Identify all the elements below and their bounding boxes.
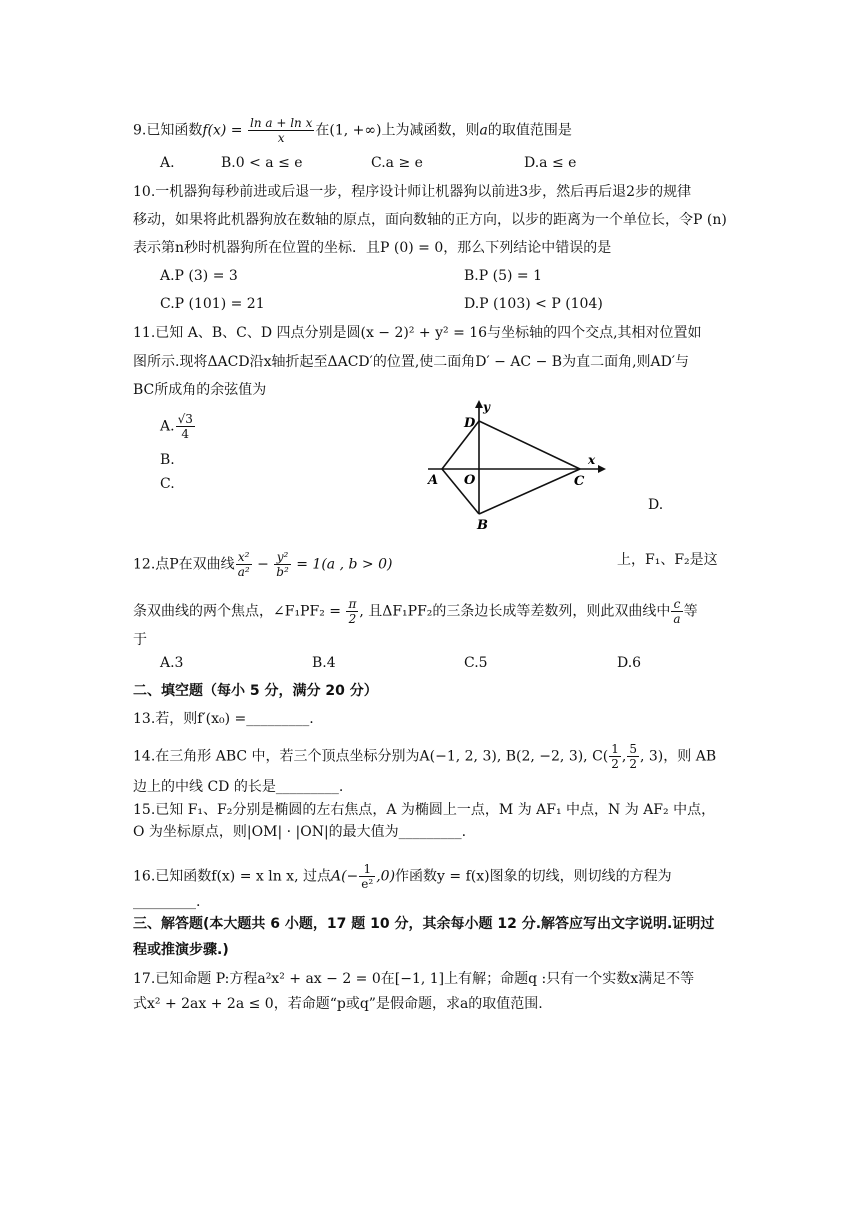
q12-cond: = 1(a , b > 0) [296,556,393,573]
q12-option-c: C.5 [464,655,488,671]
q12-frac-x [236,550,252,579]
q11-option-a-den: 4 [181,427,190,441]
q12-y2: y² [274,550,291,565]
q12-pi: π [348,597,357,611]
q16-n: 1 [359,862,375,877]
label-a: A [428,473,439,488]
q12-frac-y [274,550,291,579]
q17-line-1: 17.已知命题 P:方程a²x² + ax − 2 = 0在[−1, 1]上有解；命题q :只有一个实数x满足不等 [133,971,695,987]
q10-line-2: 移动，如果将此机器狗放在数轴的原点，面向数轴的正方向，以步的距离为一个单位长，令P (n) [133,212,727,228]
q9-a: a [479,122,488,139]
q12-c: c [671,597,682,612]
q12-x2: x² [236,550,252,565]
label-y: y [483,400,490,414]
q12-line-3: 于 [133,632,147,648]
q11-line-3: BC所成角的余弦值为 [133,382,267,398]
q12-a: a [673,612,681,626]
q12-l2-post: 等 [683,603,698,620]
q14-d1: 2 [611,757,619,771]
y-axis-arrow [475,400,483,408]
q9-stem [133,116,572,145]
segment-bc [479,469,580,514]
q10-line-3: 表示第n秒时机器狗所在位置的坐标．且P (0) = 0，那么下列结论中错误的是 [133,240,612,256]
q11-option-a-num: √3 [177,412,193,426]
q11-figure [420,396,610,536]
q13: 13.若，则f′(x₀) =_________. [133,711,314,727]
q16-line-1 [133,862,672,891]
q10-option-a: A.P (3) = 3 [160,268,238,284]
q12-line-2 [133,597,698,626]
label-o: O [464,473,476,488]
q12-l2-pre: 条双曲线的两个焦点，∠F₁PF₂ = [133,603,341,620]
q15-line-1: 15.已知 F₁、F₂分别是椭圆的左右焦点，A 为椭圆上一点，M 为 AF₁ 中点，N 为 AF₂ 中点， [133,802,716,818]
q10-line-1: 10.一机器狗每秒前进或后退一步，程序设计师让机器狗以前进3步，然后再后退2步的规律 [133,184,692,200]
q14-frac-1 [609,742,621,771]
q14-frac-2 [627,742,639,771]
q9-option-b: B.0 < a ≤ e [221,155,303,171]
x-axis-arrow [598,465,606,473]
q16-pre: 16.已知函数f(x) = x ln x, 过点 [133,868,331,885]
q12-c-over-a [671,597,682,626]
q10-option-d: D.P (103) < P (104) [464,296,603,312]
q16-frac [359,862,375,891]
q12-option-d: D.6 [617,655,642,671]
q10-option-b: B.P (5) = 1 [464,268,542,284]
q16-point-post: ,0) [376,868,396,885]
label-d: D [464,416,476,431]
q14-d2: 2 [629,757,637,771]
q12-right: 上，F₁、F₂是这 [617,552,718,568]
section-3-line-1: 三、解答题(本大题共 6 小题，17 题 10 分，其余每小题 12 分.解答应写出文字说明.证明过 [133,916,715,932]
label-c: C [574,474,585,489]
q12-stem [133,550,392,579]
q9-option-d: D.a ≤ e [524,155,577,171]
q12-option-b: B.4 [312,655,336,671]
q11-option-a-label: A. [160,418,175,435]
q9-num: ln a + ln x [250,116,313,130]
q14-pre: 14.在三角形 ABC 中，若三个顶点坐标分别为A(−1, 2, 3), B(2, −2, 3), C( [133,748,609,765]
q14-comma: , [621,748,627,765]
q14-n2: 5 [629,742,637,756]
q15-line-2: O 为坐标原点，则|OM| · |ON|的最大值为_________. [133,824,467,840]
q17-line-2: 式x² + 2ax + 2a ≤ 0，若命题“p或q”是假命题，求a的取值范围. [133,996,543,1012]
q11-line-1: 11.已知 A、B、C、D 四点分别是圆(x − 2)² + y² = 16与坐标轴的四个交点,其相对位置如 [133,325,702,341]
q9-option-a: A. [160,155,175,171]
q11-option-a-fraction [176,412,195,441]
q9-fraction [248,116,314,145]
q9-post: 的取值范围是 [487,122,572,139]
q11-option-a [160,412,196,441]
q16-d: e² [361,877,374,891]
q11-option-c: C. [160,476,175,492]
q16-post: 作函数y = f(x)图象的切线，则切线的方程为 [395,868,672,885]
q9-option-c: C.a ≥ e [371,155,423,171]
section-3-line-2: 程或推演步骤.) [133,942,229,958]
q9-interval: 在(1, +∞)上为减函数，则 [315,122,480,139]
q12-pre: 12.点P在双曲线 [133,556,235,573]
q14-line-2: 边上的中线 CD 的长是_________. [133,779,344,795]
q12-b2: b² [276,565,289,579]
q12-two: 2 [348,612,357,626]
q9-den: x [277,131,285,145]
label-b: B [477,518,488,533]
segment-dc [479,421,580,469]
q11-line-2: 图所示.现将ΔACD沿x轴折起至ΔACD′的位置,使二面角D′ − AC − B为直二面角,则AD′与 [133,354,690,370]
q11-option-b: B. [160,452,175,468]
q14-n1: 1 [611,742,619,756]
q12-minus: − [257,556,269,573]
q11-option-d: D. [648,497,664,513]
q12-a2: a² [237,565,250,579]
q14-post: , 3)，则 AB [640,748,717,765]
section-2-heading: 二、填空题（每小 5 分，满分 20 分） [133,683,378,699]
q12-pi-frac [346,597,358,626]
q9-pre: 9.已知函数 [133,122,203,139]
q12-l2-mid: , 且ΔF₁PF₂的三条边长成等差数列，则此双曲线中 [359,603,671,620]
q14-line-1 [133,742,716,771]
q12-option-a: A.3 [160,655,184,671]
label-x: x [588,453,596,467]
q9-f: f(x) = [202,122,243,139]
q16-line-2: _________. [133,894,201,910]
q16-point-pre: A(− [330,868,359,885]
q10-option-c: C.P (101) = 21 [160,296,265,312]
